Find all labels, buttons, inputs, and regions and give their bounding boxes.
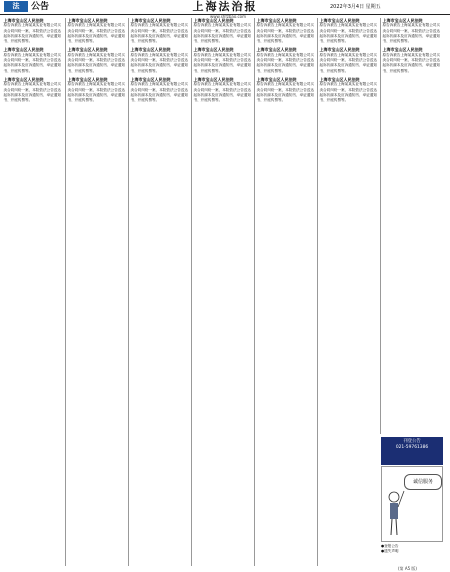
notice-item [194, 18, 253, 44]
notice-body: 原告诉被告上海某某实业有限公司买卖合同纠纷一案，本院依法公告送达起诉状副本及应诉通知书、举证通知书、开庭传票等。 [130, 23, 188, 44]
notice-item [194, 77, 253, 103]
notice-body: 原告诉被告上海某某实业有限公司买卖合同纠纷一案，本院依法公告送达起诉状副本及应诉通知书、举证通知书、开庭传票等。 [193, 52, 251, 73]
notice-column [380, 18, 443, 434]
notice-title: 上海市宝山区人民法院 [382, 18, 423, 23]
notice-body: 原告诉被告上海某某实业有限公司买卖合同纠纷一案，本院依法公告送达起诉状副本及应诉通知书、举证通知书、开庭传票等。 [3, 52, 61, 73]
notice-body: 原告诉被告上海某某实业有限公司买卖合同纠纷一案，本院依法公告送达起诉状副本及应诉通知书、举证通知书、开庭传票等。 [67, 23, 125, 44]
ad-phone: 021-59761386 [395, 445, 429, 450]
notice-body: 原告诉被告上海某某实业有限公司买卖合同纠纷一案，本院依法公告送达起诉状副本及应诉通知书、举证通知书、开庭传票等。 [130, 52, 188, 73]
notice-item [383, 18, 442, 44]
notice-body: 原告诉被告上海某某实业有限公司买卖合同纠纷一案，本院依法公告送达起诉状副本及应诉通知书、举证通知书、开庭传票等。 [193, 23, 251, 44]
notice-column [128, 18, 191, 566]
notice-item [383, 47, 442, 73]
notice-column [254, 18, 317, 566]
notice-item [4, 77, 63, 103]
notice-column [65, 18, 128, 566]
notice-item [131, 47, 190, 73]
page-footer: (第 A5 版) [398, 566, 417, 571]
notice-item [320, 77, 379, 103]
notice-title: 上海市宝山区人民法院 [67, 47, 108, 53]
notice-body: 原告诉被告上海某某实业有限公司买卖合同纠纷一案，本院依法公告送达起诉状副本及应诉通知书、举证通知书、开庭传票等。 [319, 52, 377, 73]
notice-item [4, 47, 63, 73]
notice-item [131, 77, 190, 103]
notice-column [191, 18, 254, 566]
notice-item [68, 18, 127, 44]
notice-title: 上海市宝山区人民法院 [193, 18, 234, 23]
notice-body: 原告诉被告上海某某实业有限公司买卖合同纠纷一案，本院依法公告送达起诉状副本及应诉通知书、举证通知书、开庭传票等。 [193, 82, 251, 103]
notice-item [68, 77, 127, 103]
ad-cartoon [381, 466, 443, 542]
notice-body: 原告诉被告上海某某实业有限公司买卖合同纠纷一案，本院依法公告送达起诉状副本及应诉通知书、举证通知书、开庭传票等。 [3, 23, 61, 44]
paper-logo: 法 [4, 1, 28, 12]
notice-title: 上海市宝山区人民法院 [319, 76, 360, 82]
masthead [0, 0, 450, 15]
notice-item [257, 47, 316, 73]
notice-title: 上海市宝山区人民法院 [319, 18, 360, 23]
notice-title: 上海市宝山区人民法院 [130, 47, 171, 53]
notice-title: 上海市宝山区人民法院 [382, 47, 423, 53]
notice-item [257, 77, 316, 103]
notice-title: 上海市宝山区人民法院 [3, 76, 44, 82]
notice-title: 上海市宝山区人民法院 [3, 47, 44, 53]
notice-column [317, 18, 380, 566]
notice-item [4, 18, 63, 44]
paper-name: 上海法治报 [192, 0, 258, 13]
notice-item [320, 18, 379, 44]
notice-body: 原告诉被告上海某某实业有限公司买卖合同纠纷一案，本院依法公告送达起诉状副本及应诉通知书、举证通知书、开庭传票等。 [382, 23, 440, 44]
notice-title: 上海市宝山区人民法院 [256, 47, 297, 53]
notice-body: 原告诉被告上海某某实业有限公司买卖合同纠纷一案，本院依法公告送达起诉状副本及应诉通知书、举证通知书、开庭传票等。 [256, 23, 314, 44]
notice-title: 上海市宝山区人民法院 [3, 18, 44, 23]
notice-item [131, 18, 190, 44]
notice-body: 原告诉被告上海某某实业有限公司买卖合同纠纷一案，本院依法公告送达起诉状副本及应诉通知书、举证通知书、开庭传票等。 [67, 52, 125, 73]
notice-title: 上海市宝山区人民法院 [256, 76, 297, 82]
notice-body: 原告诉被告上海某某实业有限公司买卖合同纠纷一案，本院依法公告送达起诉状副本及应诉通知书、举证通知书、开庭传票等。 [3, 82, 61, 103]
notice-body: 原告诉被告上海某某实业有限公司买卖合同纠纷一案，本院依法公告送达起诉状副本及应诉通知书、举证通知书、开庭传票等。 [256, 82, 314, 103]
notice-body: 原告诉被告上海某某实业有限公司买卖合同纠纷一案，本院依法公告送达起诉状副本及应诉通知书、举证通知书、开庭传票等。 [256, 52, 314, 73]
issue-date: 2022年3月4日 星期五 [330, 4, 381, 10]
notice-title: 上海市宝山区人民法院 [319, 47, 360, 53]
notice-title: 上海市宝山区人民法院 [67, 18, 108, 23]
notice-body: 原告诉被告上海某某实业有限公司买卖合同纠纷一案，本院依法公告送达起诉状副本及应诉通知书、举证通知书、开庭传票等。 [67, 82, 125, 103]
ad-line-1: 刊登公告 [403, 439, 421, 444]
notice-body: 原告诉被告上海某某实业有限公司买卖合同纠纷一案，本院依法公告送达起诉状副本及应诉通知书、举证通知书、开庭传票等。 [382, 52, 440, 73]
ad-slogan: 诚信服务 [404, 474, 442, 490]
notice-title: 上海市宝山区人民法院 [130, 18, 171, 23]
notice-body: 原告诉被告上海某某实业有限公司买卖合同纠纷一案，本院依法公告送达起诉状副本及应诉通知书、举证通知书、开庭传票等。 [319, 23, 377, 44]
notice-title: 上海市宝山区人民法院 [67, 76, 108, 82]
notice-item [194, 47, 253, 73]
notice-title: 上海市宝山区人民法院 [193, 47, 234, 53]
section-title: 公告 [31, 2, 50, 12]
notice-item [257, 18, 316, 44]
notice-title: 上海市宝山区人民法院 [256, 18, 297, 23]
notice-body: 原告诉被告上海某某实业有限公司买卖合同纠纷一案，本院依法公告送达起诉状副本及应诉通知书、举证通知书、开庭传票等。 [130, 82, 188, 103]
notice-body: 原告诉被告上海某某实业有限公司买卖合同纠纷一案，本院依法公告送达起诉状副本及应诉通知书、举证通知书、开庭传票等。 [319, 82, 377, 103]
notice-title: 上海市宝山区人民法院 [193, 76, 234, 82]
ad-footer-text: ●登报公告 ●遗失声明 [381, 544, 399, 553]
paper-url: www.shfzbao.com [209, 14, 247, 19]
notice-column [2, 18, 64, 566]
ad-banner [381, 437, 443, 465]
notice-item [320, 47, 379, 73]
notice-title: 上海市宝山区人民法院 [130, 76, 171, 82]
notice-item [68, 47, 127, 73]
